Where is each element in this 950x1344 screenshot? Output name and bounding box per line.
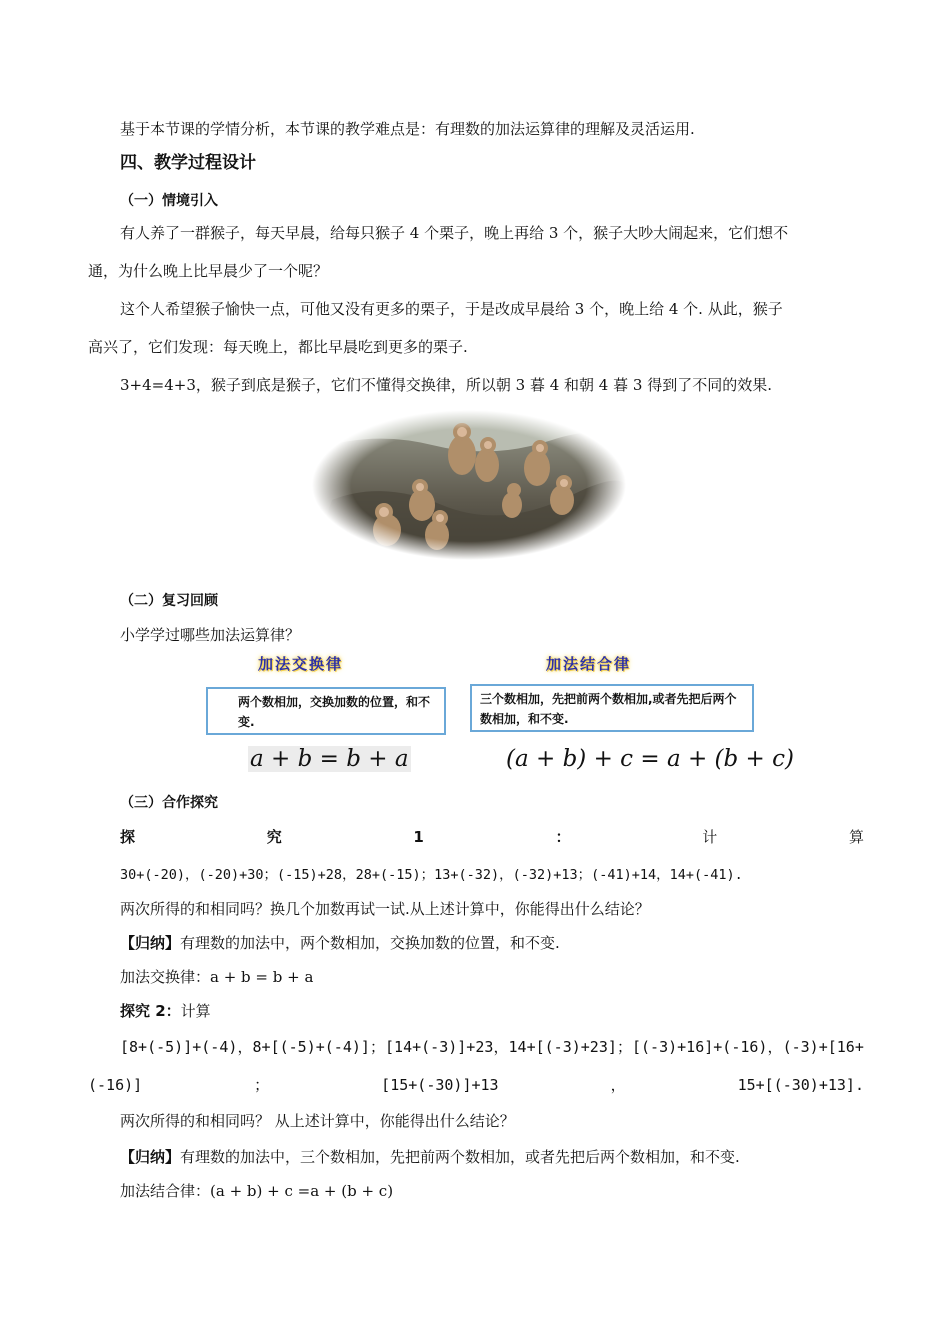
explore2-sep: ， <box>610 1076 626 1094</box>
explore2-calc-label: 计算 <box>180 1002 211 1020</box>
explore2-sep: ； <box>616 1038 632 1056</box>
explore2-expr: 14+[(-3)+23] <box>508 1038 617 1056</box>
review-question: 小学学过哪些加法运算律？ <box>120 626 301 644</box>
explore2-expr: [8+(-5)]+(-4) <box>120 1038 238 1056</box>
explore1-word: 究 <box>266 828 282 846</box>
explore2-expr: [14+(-3)]+23 <box>385 1038 494 1056</box>
section-heading: 四、教学过程设计 <box>120 153 256 173</box>
explore2-expr: 8+[(-5)+(-4)] <box>252 1038 370 1056</box>
subheading-explore: （三）合作探究 <box>120 795 218 811</box>
commutative-law-line: 加法交换律：a + b = b + a <box>120 968 314 986</box>
explore1-calculations: 30+(-20)，(-20)+30；(-15)+28，28+(-15)；13+(-32)，(-32)+13；(-41)+14，14+(-41). <box>120 867 743 883</box>
explore1-word: 算 <box>848 828 864 846</box>
summary-2-text: 有理数的加法中，三个数相加，先把前两个数相加，或者先把后两个数相加，和不变. <box>180 1148 740 1166</box>
summary-1-text: 有理数的加法中，两个数相加，交换加数的位置，和不变. <box>180 934 560 952</box>
question-2: 两次所得的和相同吗？ 从上述计算中，你能得出什么结论？ <box>120 1112 515 1130</box>
explore2-calculations-line-2 <box>88 1074 864 1096</box>
subheading-review: （二）复习回顾 <box>120 593 218 609</box>
story-paragraph-1-line-2: 通，为什么晚上比早晨少了一个呢？ <box>88 262 329 280</box>
explore2-expr: (-16)] <box>88 1076 143 1094</box>
subheading-situation: （一）情境引入 <box>120 193 218 209</box>
story-paragraph-2-line-1: 这个人希望猴子愉快一点，可他又没有更多的栗子，于是改成早晨给 3 个，晚上给 4 个. 从此，猴子 <box>120 300 783 318</box>
summary-label: 【归纳】 <box>120 1148 181 1166</box>
explore2-expr: [15+(-30)]+13 <box>381 1076 499 1094</box>
explore1-heading <box>120 826 864 848</box>
associative-desc-box: 三个数相加，先把前两个数相加,或者先把后两个数相加，和不变. <box>470 684 754 732</box>
explore2-sep: ； <box>369 1038 385 1056</box>
explore2-heading <box>120 1000 211 1022</box>
associative-formula: (a + b) + c = a + (b + c) <box>506 746 794 772</box>
explore2-expr: [(-3)+16]+(-16) <box>632 1038 768 1056</box>
explore1-word: 1 <box>413 828 424 846</box>
commutative-formula: a + b = b + a <box>250 746 409 772</box>
explore2-sep: ， <box>767 1038 783 1056</box>
explore2-sep: ， <box>493 1038 509 1056</box>
summary-label: 【归纳】 <box>120 934 181 952</box>
explore2-expr: (-3)+[16+ <box>782 1038 864 1056</box>
explore2-sep: ， <box>237 1038 253 1056</box>
story-paragraph-2-line-2: 高兴了，它们发现：每天晚上，都比早晨吃到更多的栗子. <box>88 338 468 356</box>
associative-law-line: 加法结合律：(a + b) + c =a + (b + c) <box>120 1182 394 1200</box>
summary-1 <box>120 932 560 954</box>
difficulty-paragraph: 基于本节课的学情分析，本节课的教学难点是：有理数的加法运算律的理解及灵活运用. <box>120 120 695 138</box>
explore1-word: ： <box>555 828 571 846</box>
question-1: 两次所得的和相同吗？换几个加数再试一试.从上述计算中，你能得出什么结论？ <box>120 900 650 918</box>
explore2-sep: ； <box>254 1076 270 1094</box>
explore2-expr: 15+[(-30)+13]. <box>737 1076 864 1094</box>
summary-2 <box>120 1146 740 1168</box>
commutative-title: 加法交换律 <box>258 655 344 673</box>
explore2-label: 探究 2： <box>120 1002 181 1020</box>
associative-title: 加法结合律 <box>546 655 632 673</box>
explore2-calculations-line-1 <box>120 1036 864 1058</box>
commutative-desc-box: 两个数相加，交换加数的位置，和不变. <box>206 687 446 735</box>
story-paragraph-3: 3+4=4+3，猴子到底是猴子，它们不懂得交换律，所以朝 3 暮 4 和朝 4 暮 3 得到了不同的效果. <box>120 376 772 394</box>
monkeys-photo <box>312 410 626 560</box>
explore1-word: 计 <box>702 828 718 846</box>
explore1-word: 探 <box>120 828 136 846</box>
story-paragraph-1-line-1: 有人养了一群猴子，每天早晨，给每只猴子 4 个栗子，晚上再给 3 个，猴子大吵大闹起来，它们想不 <box>120 224 789 242</box>
